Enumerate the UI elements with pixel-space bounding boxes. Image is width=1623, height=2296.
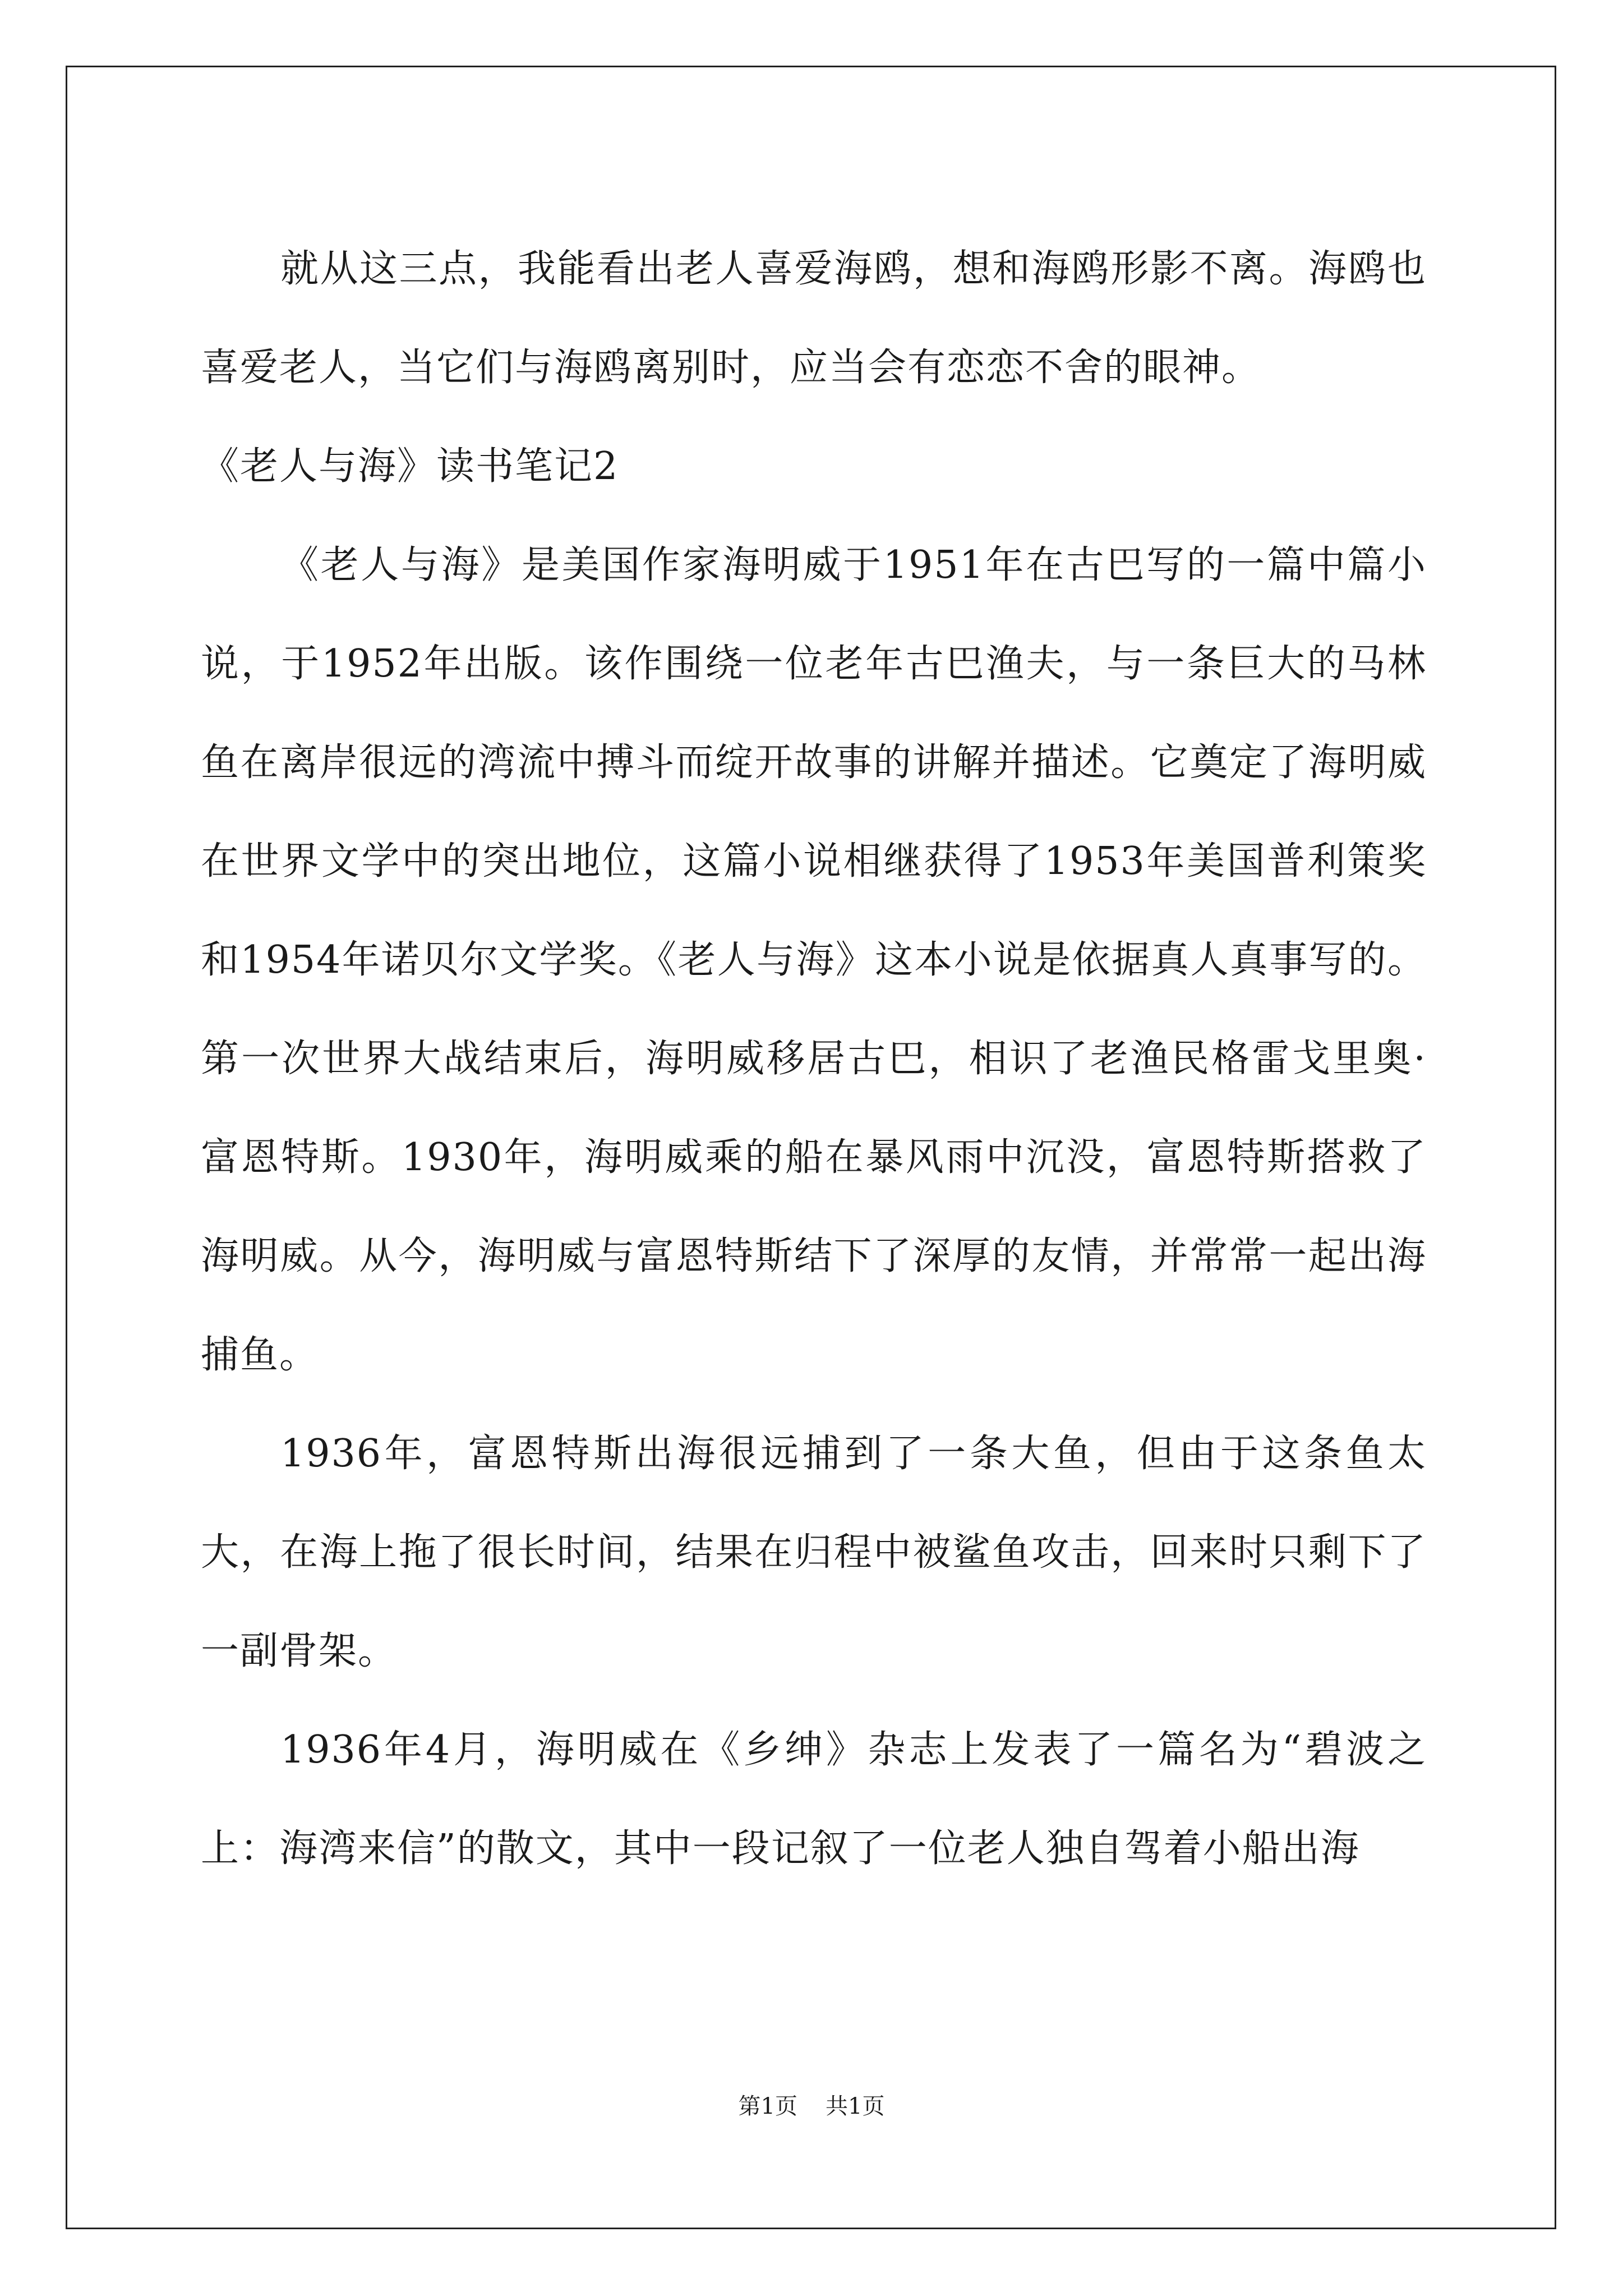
page-total: 共1页 [826, 2093, 885, 2119]
page-number: 第1页 [738, 2093, 797, 2119]
paragraph-3: 1936年，富恩特斯出海很远捕到了一条大鱼，但由于这条鱼太大，在海上拖了很长时间，结果在归程中被鲨鱼攻击，回来时只剩下了一副骨架。 [201, 1432, 1427, 1673]
document-body [201, 220, 1427, 1898]
paragraph-2: 《老人与海》是美国作家海明威于1951年在古巴写的一篇中篇小说，于1952年出版。该作围绕一位老年古巴渔夫，与一条巨大的马林鱼在离岸很远的湾流中搏斗而绽开故事的讲解并描述。它奠定了海明威在世界文学中的突出地位，这篇小说相继获得了1953年美国普利策奖和1954年诺贝尔文学奖。《老人与海》这本小说是依据真人真事写的。第一次世界大战结束后，海明威移居古巴，相识了老渔民格雷戈里奥·富恩特斯。1930年，海明威乘的船在暴风雨中沉没，富恩特斯搭救了海明威。从今，海明威与富恩特斯结下了深厚的友情，并常常一起出海捕鱼。 [201, 543, 1427, 1377]
page-footer [0, 2090, 1623, 2123]
paragraph-1: 就从这三点，我能看出老人喜爱海鸥，想和海鸥形影不离。海鸥也喜爱老人，当它们与海鸥离别时，应当会有恋恋不舍的眼神。 [201, 247, 1427, 390]
paragraph-4: 1936年4月，海明威在《乡绅》杂志上发表了一篇名为“碧波之上：海湾来信”的散文，其中一段记叙了一位老人独自驾着小船出海 [201, 1728, 1427, 1871]
section-heading: 《老人与海》读书笔记2 [201, 444, 619, 489]
